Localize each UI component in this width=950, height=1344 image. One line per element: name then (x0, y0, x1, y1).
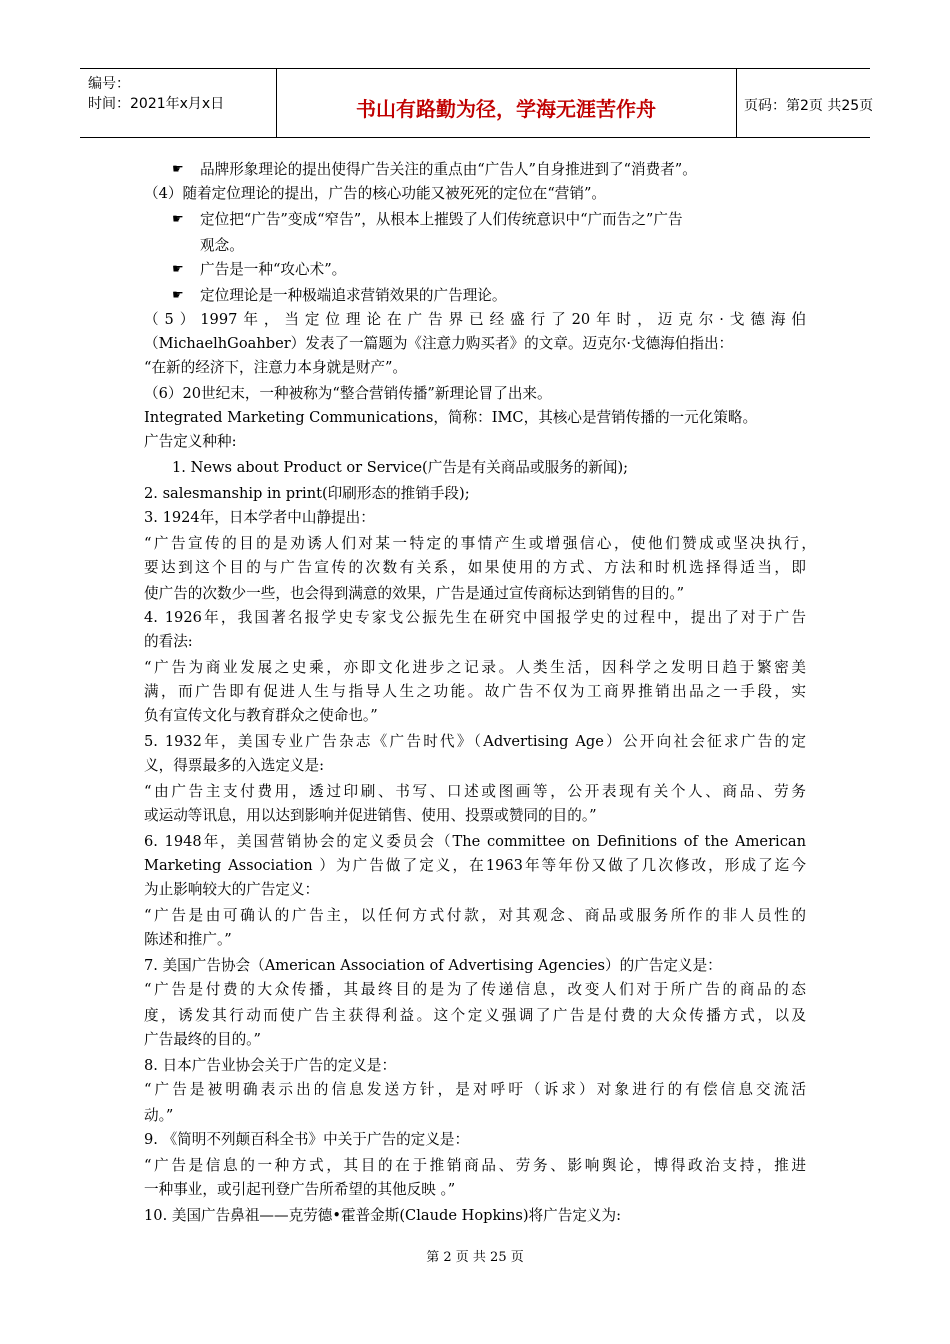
text-line: 广告定义种种: (144, 433, 237, 450)
text-line: Integrated Marketing Communications，简称：IMC，其核心是营销传播的一元化策略。 (144, 409, 758, 426)
text-line: 广告是一种“攻心术”。 (200, 261, 347, 278)
text-line: （5）1997年，当定位理论在广告界已经盛行了20年时，迈克尔·戈德海伯 (144, 311, 806, 328)
text-line: 的看法: (144, 633, 193, 650)
text-line: 为止影响较大的广告定义： (144, 881, 320, 898)
pointing-hand-bullet-icon: ☛ (172, 212, 184, 227)
text-line: 8. 日本广告业协会关于广告的定义是： (144, 1057, 397, 1074)
text-line: 4. 1926年，我国著名报学史专家戈公振先生在研究中国报学史的过程中，提出了对于广告 (144, 609, 806, 626)
text-line: 2. salesmanship in print(印刷形态的推销手段); (144, 485, 470, 502)
header-page-cell (736, 69, 874, 137)
text-line: 7. 美国广告协会（American Association of Advertising Agencies）的广告定义是： (144, 957, 722, 974)
text-line: 定位理论是一种极端追求营销效果的广告理论。 (200, 287, 507, 304)
text-line: 3. 1924年，日本学者中山静提出： (144, 509, 375, 526)
text-line: “广告是由可确认的广告主，以任何方式付款，对其观念、商品或服务所作的非人员性的 (144, 907, 806, 924)
text-line: 一种事业，或引起刊登广告所希望的其他反映 。” (144, 1181, 456, 1198)
text-line: 负有宣传文化与教育群众之使命也。” (144, 707, 378, 724)
text-line: （4）随着定位理论的提出，广告的核心功能又被死死的定位在“营销”。 (144, 185, 607, 202)
text-line: 广告最终的目的。” (144, 1031, 261, 1048)
text-line: 满，而广告即有促进人生与指导人生之功能。故广告不仅为工商界推销出品之一手段，实 (144, 683, 806, 700)
text-line: 动。” (144, 1107, 174, 1124)
document-date-label: 时间：2021年x月x日 (88, 96, 225, 112)
text-line: 义，得票最多的入选定义是: (144, 757, 325, 774)
header-page-number: 页码：第2页 共25页 (744, 98, 874, 114)
header-motto: 书山有路勤为径，学海无涯苦作舟 (356, 97, 656, 121)
text-line: 6. 1948年，美国营销协会的定义委员会（The committee on Definitions of the American (144, 833, 806, 850)
page-footer: 第 2 页 共 25 页 (426, 1250, 524, 1265)
text-line: 陈述和推广。” (144, 931, 232, 948)
pointing-hand-bullet-icon: ☛ (172, 288, 184, 303)
text-line: （6）20世纪末，一种被称为“整合营销传播”新理论冒了出来。 (144, 385, 552, 402)
text-line: Marketing Association ）为广告做了定义，在1963年等年份又做了几次修改，形成了迄今 (144, 857, 806, 874)
text-line: “广告是付费的大众传播，其最终目的是为了传递信息，改变人们对于所广告的商品的态 (144, 981, 806, 998)
text-line: 使广告的次数少一些，也会得到满意的效果，广告是通过宣传商标达到销售的目的。” (144, 585, 685, 602)
document-number-label: 编号： (88, 76, 130, 92)
text-line: （MichaelhGoahber）发表了一篇题为《注意力购买者》的文章。迈克尔·戈德海伯指出： (144, 335, 734, 352)
page-header (80, 68, 874, 138)
text-line: 或运动等讯息，用以达到影响并促进销售、使用、投票或赞同的目的。” (144, 807, 597, 824)
text-line: 5. 1932年，美国专业广告杂志《广告时代》（Advertising Age）公开向社会征求广告的定 (144, 733, 806, 750)
text-line: “广告宣传的目的是劝诱人们对某一特定的事情产生或增强信心，使他们赞成或坚决执行， (144, 535, 816, 552)
text-line: 品牌形象理论的提出使得广告关注的重点由“广告人”自身推进到了“消费者”。 (200, 161, 697, 178)
text-line: “广告是信息的一种方式，其目的在于推销商品、劳务、影响舆论，博得政治支持，推进 (144, 1157, 806, 1174)
text-line: “广告是被明确表示出的信息发送方针，是对呼吁（诉求）对象进行的有偿信息交流活 (144, 1081, 806, 1098)
text-line: 9. 《简明不列颠百科全书》中关于广告的定义是： (144, 1131, 470, 1148)
text-line: “由广告主支付费用，透过印刷、书写、口述或图画等，公开表现有关个人、商品、劳务 (144, 783, 806, 800)
pointing-hand-bullet-icon: ☛ (172, 262, 184, 277)
text-line: “广告为商业发展之史乘，亦即文化进步之记录。人类生活，因科学之发明日趋于繁密美 (144, 659, 806, 676)
text-line: 10. 美国广告鼻祖——克劳德•霍普金斯(Claude Hopkins)将广告定义为: (144, 1207, 622, 1224)
text-line: “在新的经济下，注意力本身就是财产”。 (144, 359, 408, 376)
pointing-hand-bullet-icon: ☛ (172, 162, 184, 177)
text-line: 1. News about Product or Service(广告是有关商品或服务的新闻); (172, 459, 629, 476)
text-line: 定位把“广告”变成“窄告”，从根本上摧毁了人们传统意识中“广而告之”广告 (200, 211, 683, 228)
text-line: 要达到这个目的与广告宣传的次数有关系，如果使用的方式、方法和时机选择得适当，即 (144, 559, 806, 576)
header-motto-cell (276, 69, 737, 137)
text-line: 观念。 (200, 237, 244, 254)
header-meta-cell (80, 69, 277, 137)
text-line: 度，诱发其行动而使广告主获得利益。这个定义强调了广告是付费的大众传播方式，以及 (144, 1007, 806, 1024)
